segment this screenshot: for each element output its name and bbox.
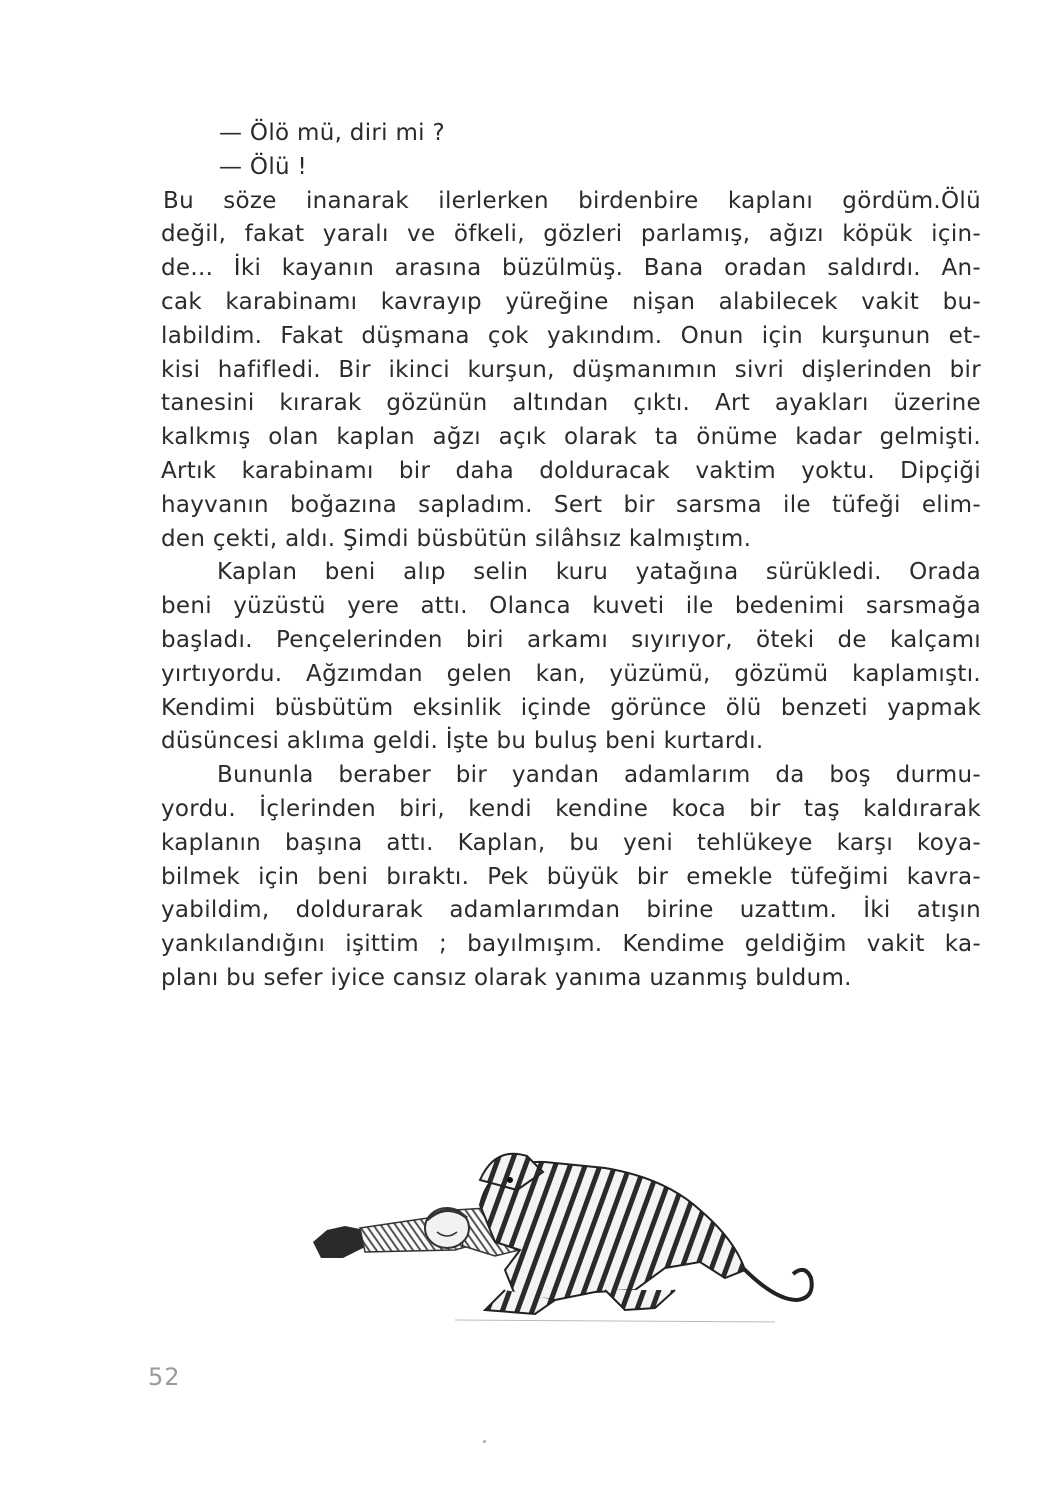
text-line: beni yüzüstü yere attı. Olanca kuveti ile bedenimi sarsmağa [161, 593, 981, 620]
text-line: değil, fakat yaralı ve öfkeli, gözleri parlamış, ağızı köpük için- [161, 221, 981, 248]
text-line: düsüncesi aklıma geldi. İşte bu buluş beni kurtardı. [161, 728, 764, 755]
text-line: Bu söze inanarak ilerlerken birdenbire kaplanı gördüm.Ölü [163, 187, 981, 214]
text-line: Artık karabinamı bir daha dolduracak vaktim yoktu. Dipçiği [161, 457, 981, 484]
story-text [161, 117, 981, 996]
text-line: kaplanın başına attı. Kaplan, bu yeni tehlükeye karşı koya- [161, 829, 981, 856]
text-line: planı bu sefer iyice cansız olarak yanıma uzanmış buldum. [161, 964, 852, 991]
text-line: tanesini kırarak gözünün altından çıktı. Art ayakları üzerine [161, 390, 981, 417]
text-line: başladı. Pençelerinden biri arkamı sıyırıyor, öteki de kalçamı [161, 626, 981, 653]
text-line: kisi hafifledi. Bir ikinci kurşun, düşmanımın sivri dişlerinden bir [161, 356, 981, 383]
dialogue-line-2: — Ölü ! [219, 153, 308, 180]
text-line: Kendimi büsbütüm eksinlik içinde görünce ölü benzeti yapmak [161, 694, 981, 721]
paper-speck [483, 1440, 486, 1443]
text-line: yordu. İçlerinden biri, kendi kendine koca bir taş kaldırarak [161, 795, 981, 822]
text-line: yabildim, doldurarak adamlarımdan birine uzattım. İki atışın [161, 897, 981, 924]
text-line: yankılandığını işittim ; bayılmışım. Kendime geldiğim vakit ka- [161, 931, 981, 958]
paragraph-start-line: Kaplan beni alıp selin kuru yatağına sürükledi. Orada [217, 559, 981, 586]
text-line: den çekti, aldı. Şimdi büsbütün silâhsız kalmıştım. [161, 525, 752, 552]
text-line: hayvanın boğazına sapladım. Sert bir sarsma ile tüfeği elim- [161, 491, 981, 518]
text-line: cak karabinamı kavrayıp yüreğine nişan alabilecek vakit bu- [161, 288, 981, 315]
text-line: bilmek için beni bıraktı. Pek büyük bir emekle tüfeğimi kavra- [161, 863, 981, 890]
dialogue-line-1: — Ölö mü, diri mi ? [219, 120, 445, 146]
text-line: labildim. Fakat düşmana çok yakındım. Onun için kurşunun et- [161, 322, 981, 349]
text-line: yırtıyordu. Ağzımdan gelen kan, yüzümü, gözümü kaplamıştı. [161, 660, 981, 687]
page-number: 52 [148, 1363, 181, 1391]
tiger-figure [455, 1154, 812, 1322]
tiger-and-hunter-illustration [305, 1150, 820, 1330]
paragraph-start-line: Bununla beraber bir yandan adamlarım da boş durmu- [217, 762, 981, 789]
text-line: de... İki kayanın arasına büzülmüş. Bana oradan saldırdı. An- [161, 255, 981, 282]
text-line: kalkmış olan kaplan ağzı açık olarak ta önüme kadar gelmişti. [161, 424, 981, 451]
